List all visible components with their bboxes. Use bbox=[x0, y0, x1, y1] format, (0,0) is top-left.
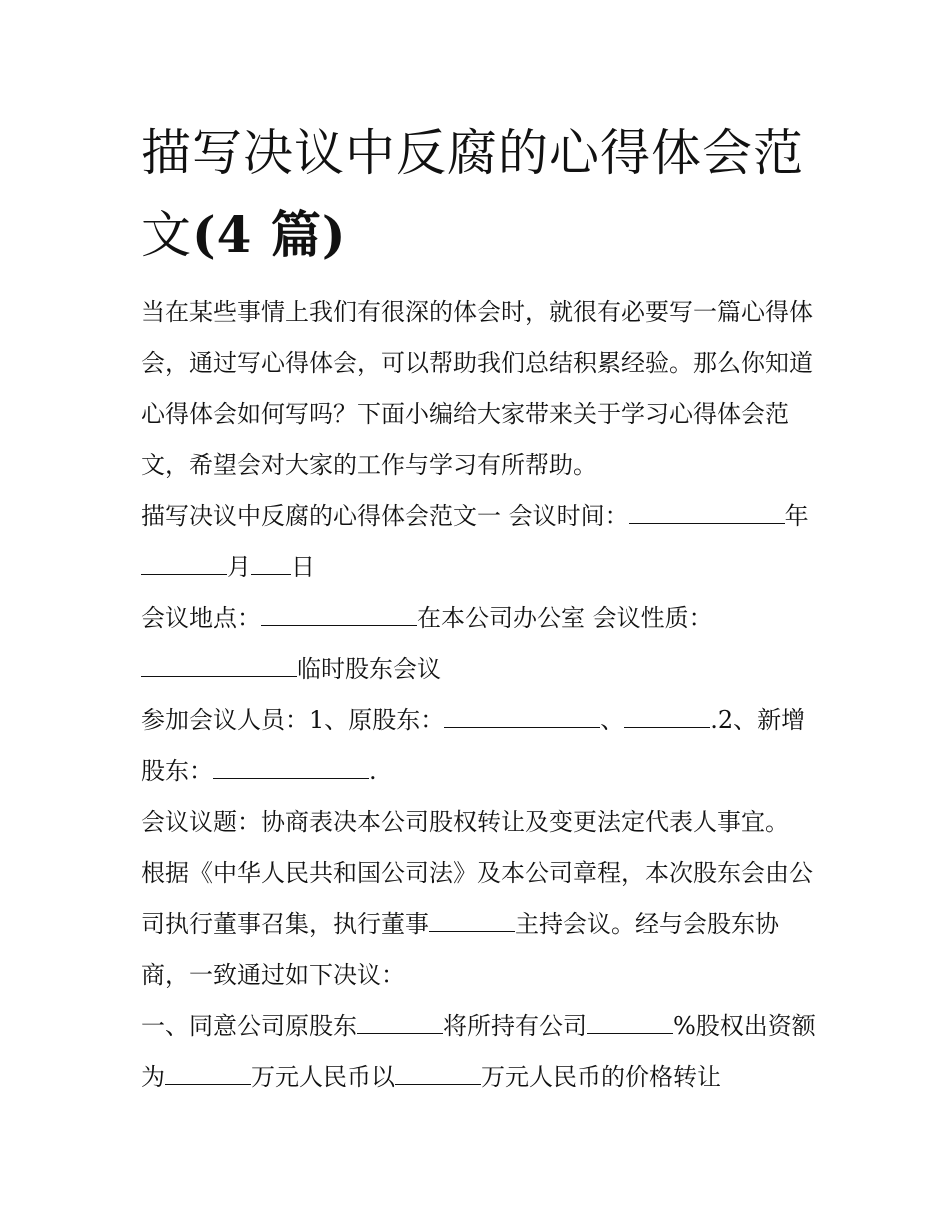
resolution1-text-c: %股权出资额为 bbox=[141, 1012, 816, 1091]
percent-blank bbox=[587, 1011, 673, 1034]
meeting-type: 临时股东会议 bbox=[297, 655, 441, 683]
resolution1-text-a: 一、同意公司原股东 bbox=[141, 1012, 357, 1040]
document-page bbox=[141, 112, 817, 1103]
location-blank bbox=[261, 603, 417, 626]
original-shareholder-blank-1 bbox=[444, 705, 600, 728]
basis-paragraph bbox=[141, 848, 817, 1001]
price-blank bbox=[395, 1062, 481, 1085]
date-month-label: 月 bbox=[227, 553, 251, 581]
title-line-2-a: 文 bbox=[141, 206, 192, 264]
date-year-label: 年 bbox=[784, 502, 809, 530]
day-blank bbox=[251, 552, 291, 575]
seller-blank bbox=[357, 1011, 443, 1034]
original-shareholder-blank-2 bbox=[624, 705, 710, 728]
basis-text-a: 根据《中华人民共和国公司法》及本公司章程，本次股东会由公司执行董事召集，执行董事 bbox=[141, 859, 813, 938]
date-day-label: 日 bbox=[291, 553, 315, 581]
capital-blank bbox=[165, 1062, 251, 1085]
location-label: 会议地点： bbox=[141, 604, 261, 632]
time-blank bbox=[629, 501, 785, 524]
title-line-1: 描写决议中反腐的心得体会范 bbox=[141, 124, 804, 182]
intro-paragraph: 当在某些事情上我们有很深的体会时，就很有必要写一篇心得体会，通过写心得体会，可以帮助我们总结积累经验。那么你知道心得体会如何写吗？下面小编给大家带来关于学习心得体会范文，希望会对大家的工作与学习有所帮助。 bbox=[141, 298, 813, 479]
title-line-2-b: (4 篇) bbox=[192, 205, 347, 264]
attendees-paragraph bbox=[141, 695, 817, 797]
section1-heading: 描写决议中反腐的心得体会范文一 会议时间： bbox=[141, 502, 629, 530]
attendees-new-label: .2、新增股东： bbox=[141, 706, 806, 785]
meeting-type-blank bbox=[141, 654, 297, 677]
resolution1-text-b: 将所持有公司 bbox=[443, 1012, 587, 1040]
resolution1-text-e: 万元人民币的价格转让 bbox=[481, 1063, 721, 1091]
resolution1-text-d: 万元人民币以 bbox=[251, 1063, 395, 1091]
location-text: 在本公司办公室 会议性质： bbox=[417, 604, 713, 632]
basis-text-b: 主持会议。经与会股东协商，一致通过如下决议： bbox=[141, 910, 779, 989]
attendees-end: . bbox=[369, 757, 377, 785]
meeting-time-paragraph bbox=[141, 491, 817, 593]
month-blank bbox=[141, 552, 227, 575]
attendees-label: 参加会议人员：1、原股东： bbox=[141, 706, 445, 734]
chair-blank bbox=[429, 909, 515, 932]
new-shareholder-blank bbox=[213, 756, 369, 779]
meeting-topic-paragraph: 会议议题：协商表决本公司股权转让及变更法定代表人事宜。 bbox=[141, 808, 789, 836]
document-title bbox=[141, 112, 817, 276]
resolution-1-paragraph bbox=[141, 1001, 817, 1103]
meeting-location-paragraph bbox=[141, 593, 817, 695]
attendees-separator: 、 bbox=[600, 706, 625, 734]
